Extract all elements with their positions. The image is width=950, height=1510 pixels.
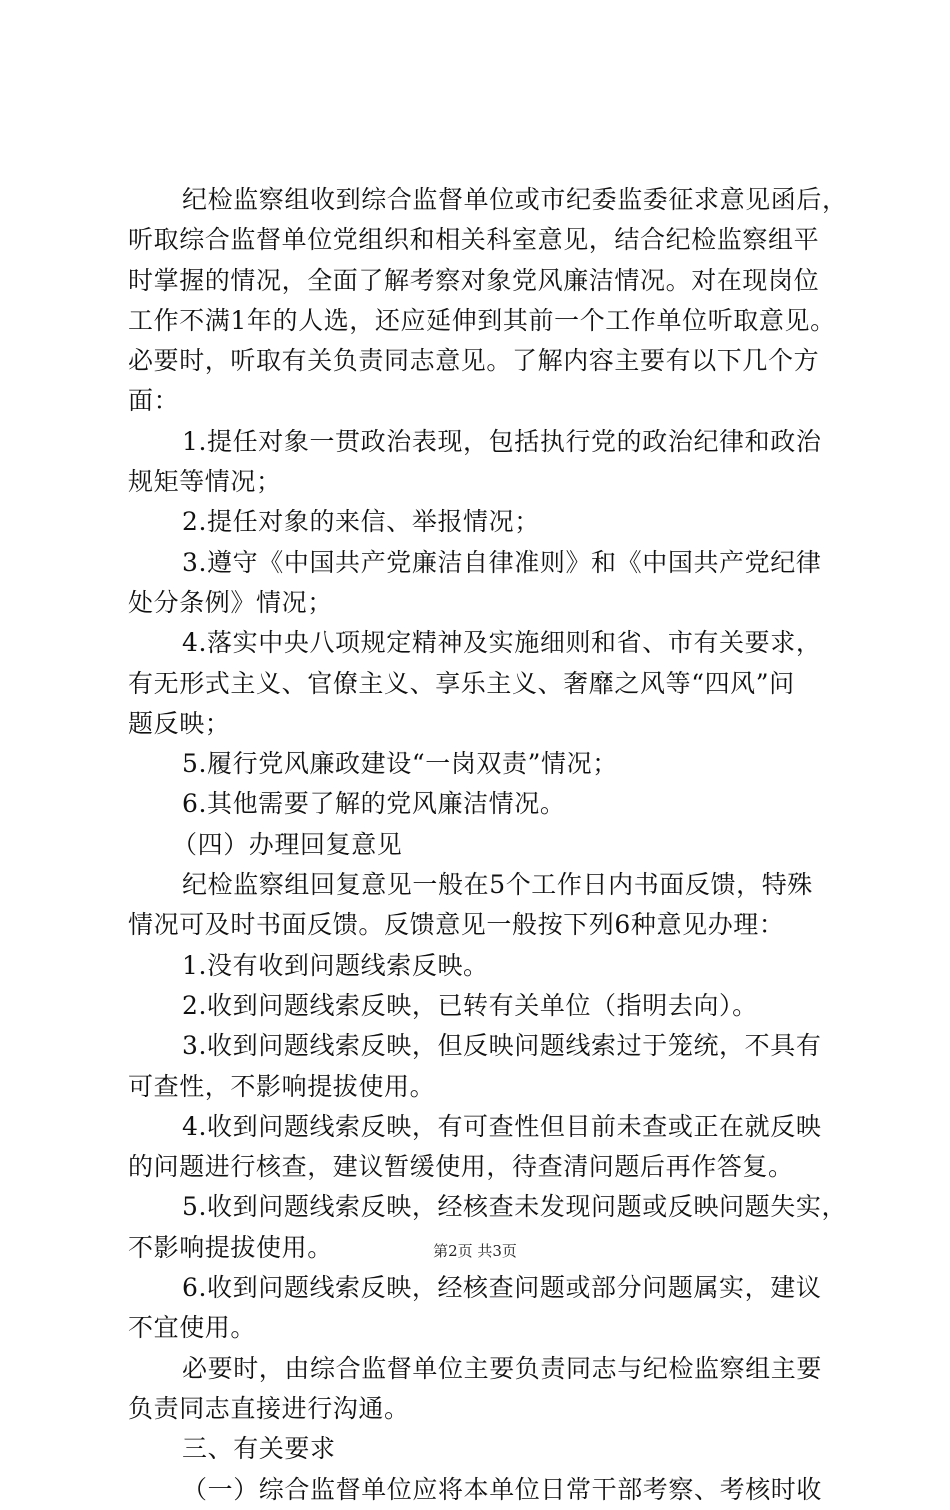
text-line: 纪检监察组收到综合监督单位或市纪委监委征求意见函后，	[182, 185, 848, 214]
text-line: 不影响提拔使用。	[128, 1232, 333, 1262]
text-line: （四）办理回复意见	[172, 829, 403, 859]
text-line: 2.提任对象的来信、举报情况；	[182, 507, 540, 537]
document-body	[128, 180, 848, 1510]
text-line: 必要时，听取有关负责同志意见。了解内容主要有以下几个方	[128, 346, 820, 376]
text-line: 的问题进行核查，建议暂缓使用，待查清问题后再作答复。	[128, 1152, 794, 1182]
text-line: 处分条例》情况；	[128, 587, 333, 617]
text-line: （一）综合监督单位应将本单位日常干部考察、考核时收	[182, 1474, 823, 1504]
text-line: 3.遵守《中国共产党廉洁自律准则》和《中国共产党纪律	[182, 547, 822, 577]
text-line: 不宜使用。	[128, 1313, 257, 1343]
text-line: 负责同志直接进行沟通。	[128, 1393, 410, 1423]
text-line: 面：	[128, 386, 180, 416]
text-line: 工作不满1年的人选，还应延伸到其前一个工作单位听取意见。	[128, 305, 836, 335]
text-line: 4.落实中央八项规定精神及实施细则和省、市有关要求，	[182, 628, 822, 658]
text-line: 时掌握的情况，全面了解考察对象党风廉洁情况。对在现岗位	[128, 265, 820, 295]
text-line: 3.收到问题线索反映，但反映问题线索过于笼统，不具有	[182, 1031, 822, 1061]
text-line: 6.收到问题线索反映，经核查问题或部分问题属实，建议	[182, 1273, 822, 1303]
text-line: 1.提任对象一贯政治表现，包括执行党的政治纪律和政治	[182, 426, 822, 456]
text-line: 5.收到问题线索反映，经核查未发现问题或反映问题失实，	[182, 1192, 848, 1222]
text-line: 可查性，不影响提拔使用。	[128, 1071, 436, 1101]
text-line: 情况可及时书面反馈。反馈意见一般按下列6种意见办理：	[128, 910, 785, 940]
text-line: 三、有关要求	[182, 1434, 336, 1464]
text-line: 4.收到问题线索反映，有可查性但目前未查或正在就反映	[182, 1111, 822, 1141]
text-line: 题反映；	[128, 708, 231, 738]
text-line: 规矩等情况；	[128, 467, 282, 497]
page-footer: 第2页 共3页	[433, 1242, 517, 1260]
text-line: 5.履行党风廉政建设“一岗双责”情况；	[182, 749, 618, 779]
text-line: 有无形式主义、官僚主义、享乐主义、奢靡之风等“四风”问	[128, 668, 795, 698]
text-line: 1.没有收到问题线索反映。	[182, 950, 489, 980]
text-line: 必要时，由综合监督单位主要负责同志与纪检监察组主要	[182, 1353, 823, 1383]
text-line: 2.收到问题线索反映，已转有关单位（指明去向）。	[182, 990, 758, 1020]
text-line: 听取综合监督单位党组织和相关科室意见，结合纪检监察组平	[128, 225, 820, 255]
text-line: 6.其他需要了解的党风廉洁情况。	[182, 789, 566, 819]
text-line: 纪检监察组回复意见一般在5个工作日内书面反馈，特殊	[182, 870, 813, 900]
